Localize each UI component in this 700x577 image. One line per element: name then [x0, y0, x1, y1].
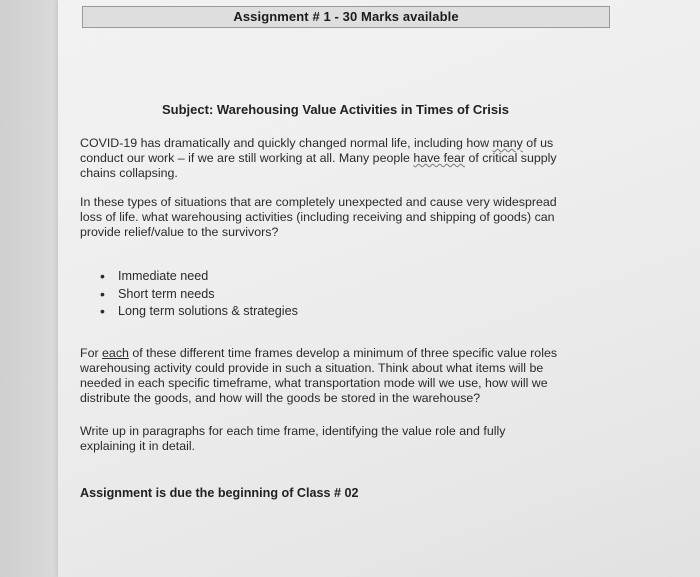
paragraph-line: In these types of situations that are completely unexpected and cause very widespread — [80, 195, 557, 209]
paragraph-line: explaining it in detail. — [80, 439, 196, 453]
paragraph-line: conduct our work – if we are still working at all. Many people have fear of critical supply — [80, 151, 557, 165]
timeframe-bullet-list — [100, 268, 298, 321]
paragraph-line: loss of life. what warehousing activities (including receiving and shipping of goods) can — [80, 210, 555, 224]
paragraph-line: For each of these different time frames develop a minimum of three specific value roles — [80, 346, 558, 360]
paragraph-line: provide relief/value to the survivors? — [80, 225, 279, 239]
list-item: • Immediate need — [100, 268, 298, 286]
paragraph-line: chains collapsing. — [80, 166, 178, 180]
subject-heading: Subject: Warehousing Value Activities in Times of Crisis — [162, 102, 509, 117]
paragraph-line: warehousing activity could provide in such a situation. Think about what items will be — [80, 361, 544, 375]
list-item: • Long term solutions & strategies — [100, 303, 298, 321]
paragraph-line: Write up in paragraphs for each time frame, identifying the value role and fully — [80, 424, 506, 438]
due-date-note: Assignment is due the beginning of Class # 02 — [80, 486, 359, 500]
underlined-word-many: many — [492, 136, 523, 150]
paragraph-line: COVID-19 has dramatically and quickly changed normal life, including how many of us — [80, 136, 554, 150]
photo-left-margin — [0, 0, 58, 577]
paragraph-write-up — [80, 424, 610, 454]
assignment-header: Assignment # 1 - 30 Marks available — [82, 6, 610, 28]
paragraph-covid-intro — [80, 136, 610, 181]
underlined-phrase-have-fear: have fear — [413, 151, 465, 165]
paragraph-question — [80, 195, 610, 240]
list-item: • Short term needs — [100, 286, 298, 304]
underlined-word-each: each — [102, 346, 129, 360]
paragraph-instructions — [80, 346, 610, 406]
paragraph-line: needed in each specific timeframe, what transportation mode will we use, how will we — [80, 376, 548, 390]
paragraph-line: distribute the goods, and how will the goods be stored in the warehouse? — [80, 391, 481, 405]
